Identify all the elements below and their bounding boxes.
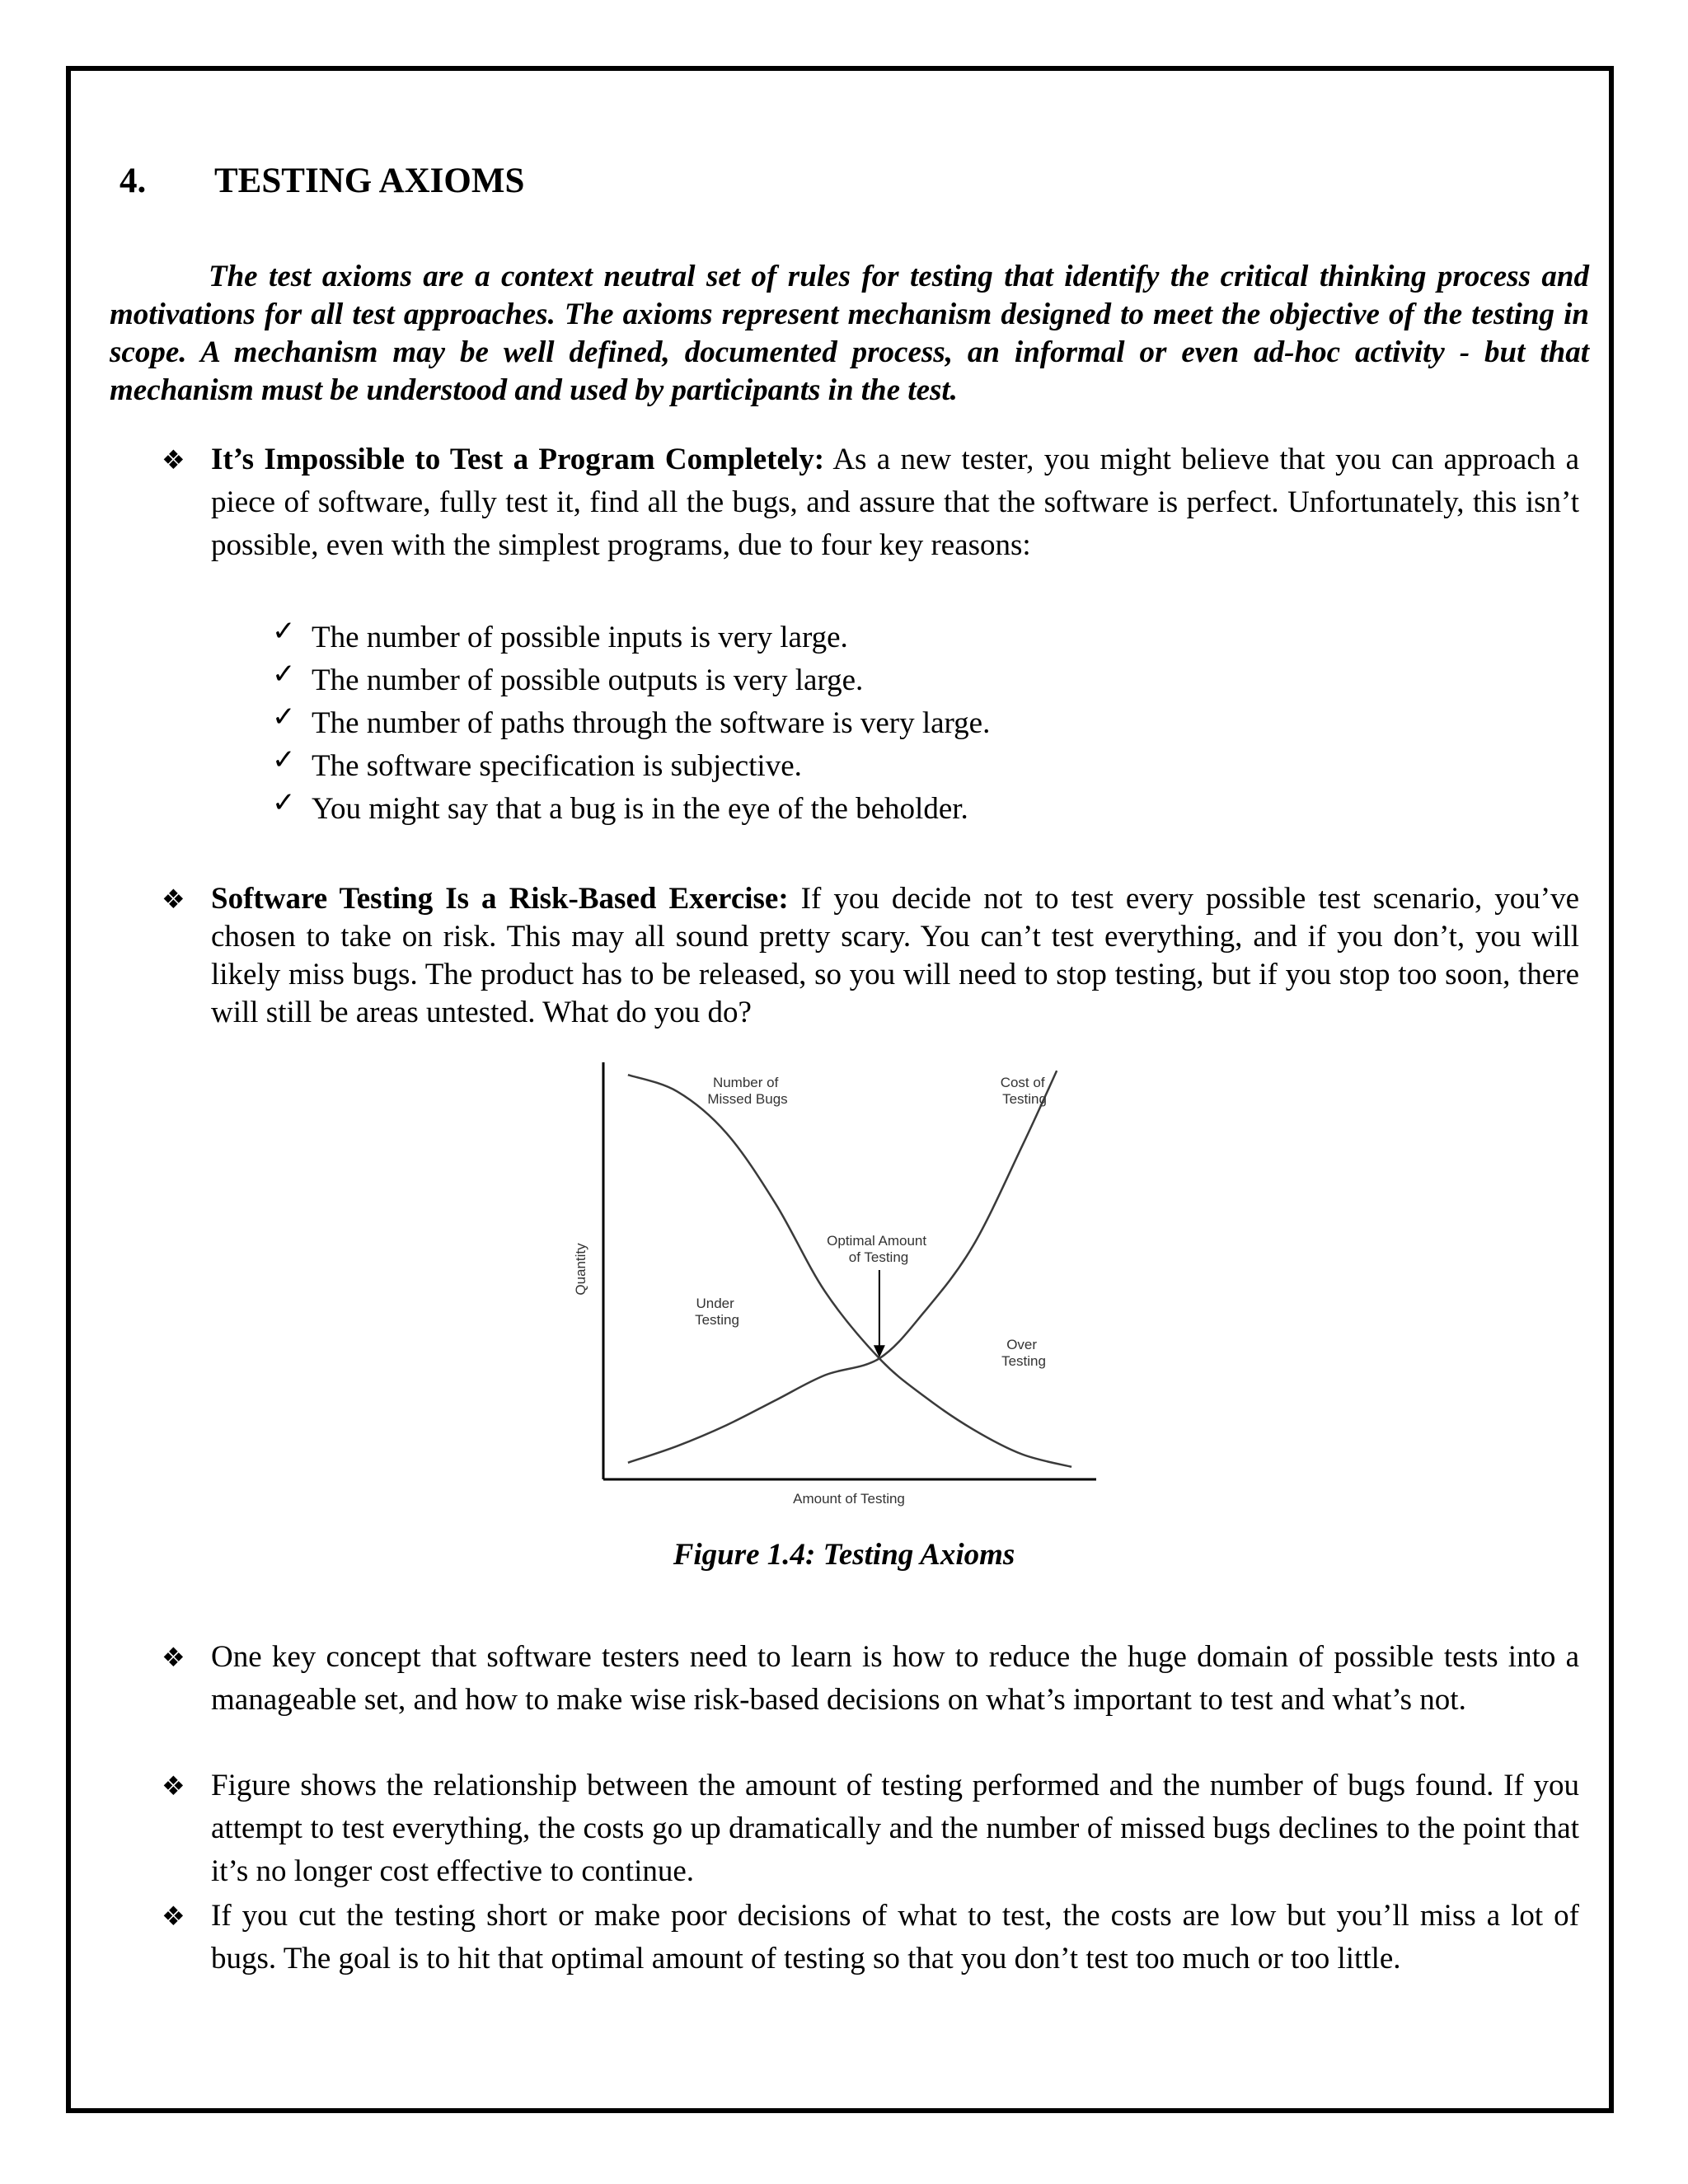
testing-axioms-chart [552,1059,1113,1521]
check-icon: ✓ [272,615,296,648]
bullet-risk-based [162,880,1580,1032]
bullet-text: If you cut the testing short or make poor decisions of what to test, the costs are low but you’ll miss a lot of bugs. The goal is to hit that optimal amount of testing so that you don’t test too much or too little. [211,1899,1579,1975]
check-icon: ✓ [272,786,296,819]
diamond-bullet-icon: ❖ [162,884,185,914]
missed-bugs-curve [628,1075,1071,1467]
section-number: 4. [120,162,147,200]
bullet-text: If you decide not to test every possible test scenario, you’ve chosen to take on risk. This may all sound pretty scary. You can’t test everything, and if you don’t, you will likely miss bugs. The product has to be released, so you will need to stop testing, but if you stop too soon, there will still be areas untested. What do you do? [211,882,1580,1029]
diamond-bullet-icon: ❖ [162,1643,185,1672]
figure-caption: Figure 1.4: Testing Axioms [673,1538,1015,1572]
cost-of-testing-curve [628,1071,1057,1463]
under-testing-label: Under Testing [695,1296,739,1328]
optimal-amount-label: Optimal Amount of Testing [827,1233,927,1265]
bullet-title: It’s Impossible to Test a Program Completely: [211,443,825,476]
bullet-text: One key concept that software testers need to learn is how to reduce the huge domain of possible tests into a manageable set, and how to make wise risk-based decisions on what’s important to test and what’s not. [211,1640,1579,1717]
over-testing-label: Over Testing [1001,1337,1046,1369]
list-item: ✓ You might say that a bug is in the eye of the beholder. [272,788,990,831]
check-icon: ✓ [272,658,296,691]
bullet-impossible-to-test [162,438,1579,567]
y-axis-label: Quantity [573,1243,588,1296]
bullet-text: As a new tester, you might believe that you can approach a piece of software, fully test it, find all the bugs, and assure that the software is perfect. Unfortunately, this isn’t possible, even with the simplest programs, due to four key reasons: [211,443,1579,562]
list-item: ✓ The number of paths through the software is very large. [272,702,990,745]
cost-of-testing-label: Cost of Testing [1000,1075,1047,1107]
diamond-bullet-icon: ❖ [162,1901,185,1931]
diamond-bullet-icon: ❖ [162,1771,185,1801]
bullet-cut-testing-short [162,1895,1579,1980]
list-item: ✓ The software specification is subjective. [272,745,990,788]
intro-paragraph: The test axioms are a context neutral set of rules for testing that identify the critical thinking process and motivations for all test approaches. The axioms represent mechanism designed to meet the objective of the testing in scope. A mechanism may be well defined, documented process, an informal or even ad-hoc activity - but that mechanism must be understood and used by participants in the test. [110,260,1589,407]
list-item: ✓ The number of possible inputs is very large. [272,616,990,659]
check-icon: ✓ [272,743,296,776]
bullet-text: Figure shows the relationship between the amount of testing performed and the number of bugs found. If you attempt to test everything, the costs go up dramatically and the number of missed bugs declines to the point that it’s no longer cost effective to continue. [211,1769,1579,1888]
bullet-relationship [162,1765,1579,1893]
bullet-key-concept [162,1636,1579,1722]
check-icon: ✓ [272,701,296,733]
reasons-list [272,616,990,831]
diamond-bullet-icon: ❖ [162,445,185,475]
x-axis-label: Amount of Testing [793,1491,905,1507]
section-title: TESTING AXIOMS [214,162,525,200]
bullet-title: Software Testing Is a Risk-Based Exercise: [211,882,789,916]
list-item: ✓ The number of possible outputs is very large. [272,659,990,702]
missed-bugs-label: Number of Missed Bugs [707,1075,788,1107]
section-heading [120,161,524,201]
